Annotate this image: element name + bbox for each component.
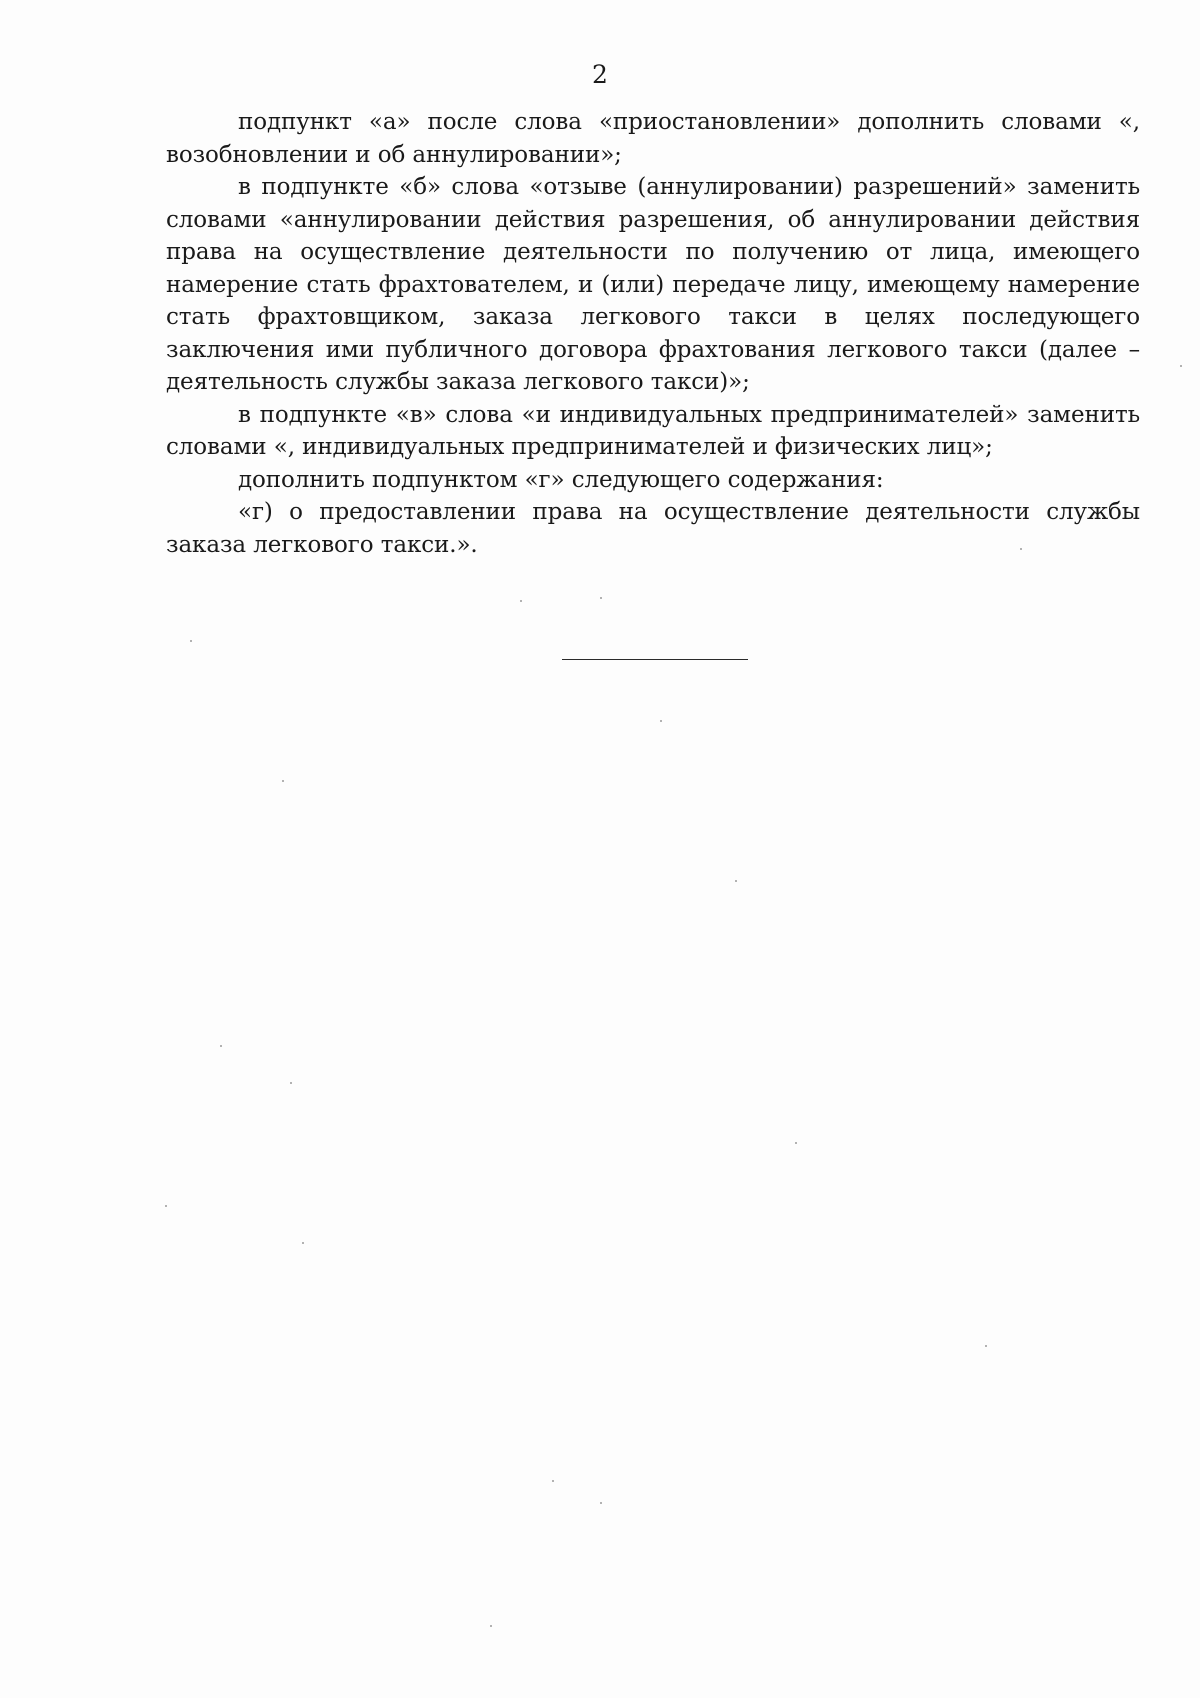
scan-speck xyxy=(600,597,602,599)
scan-speck xyxy=(985,1345,987,1347)
end-divider-line xyxy=(562,659,748,660)
scan-speck xyxy=(520,600,522,602)
scan-speck xyxy=(795,1142,797,1144)
paragraph-subpoint-g-text: «г) о предоставлении права на осуществление деятельности службы заказа легкового такси.». xyxy=(166,499,1140,558)
scan-speck xyxy=(490,1625,492,1627)
paragraph-subpoint-b: в подпункте «б» слова «отзыве (аннулировании) разрешений» заменить словами «аннулировании действия разрешения, об аннулировании действия права на осуществление деятельности по получению от лица, имеющего намерение стать фрахтователем, и (или) передаче лицу, имеющему намерение стать фрахтовщиком, заказа легкового такси в целях последующего заключения ими публичного договора фрахтования легкового такси (далее – деятельность службы заказа легкового такси)»; xyxy=(166,174,1140,395)
scan-speck xyxy=(600,1502,602,1504)
paragraph-subpoint-a: подпункт «а» после слова «приостановлении» дополнить словами «, возобновлении и об аннулировании»; xyxy=(166,109,1140,168)
scan-speck xyxy=(1180,365,1182,367)
scan-speck xyxy=(165,1205,167,1207)
scan-speck xyxy=(735,880,737,882)
scan-speck xyxy=(552,1480,554,1482)
page-number: 2 xyxy=(592,60,608,89)
paragraph-add-subpoint-g: дополнить подпунктом «г» следующего содержания: xyxy=(238,466,884,493)
scan-speck xyxy=(282,780,284,782)
scan-speck xyxy=(220,1045,222,1047)
scan-speck xyxy=(190,640,192,642)
paragraph-subpoint-v: в подпункте «в» слова «и индивидуальных предпринимателей» заменить словами «, индивидуальных предпринимателей и физических лиц»; xyxy=(166,401,1140,460)
scan-speck xyxy=(660,720,662,722)
document-body xyxy=(166,106,1140,561)
scan-speck xyxy=(302,1242,304,1244)
scan-speck xyxy=(1020,548,1022,550)
scan-speck xyxy=(290,1082,292,1084)
